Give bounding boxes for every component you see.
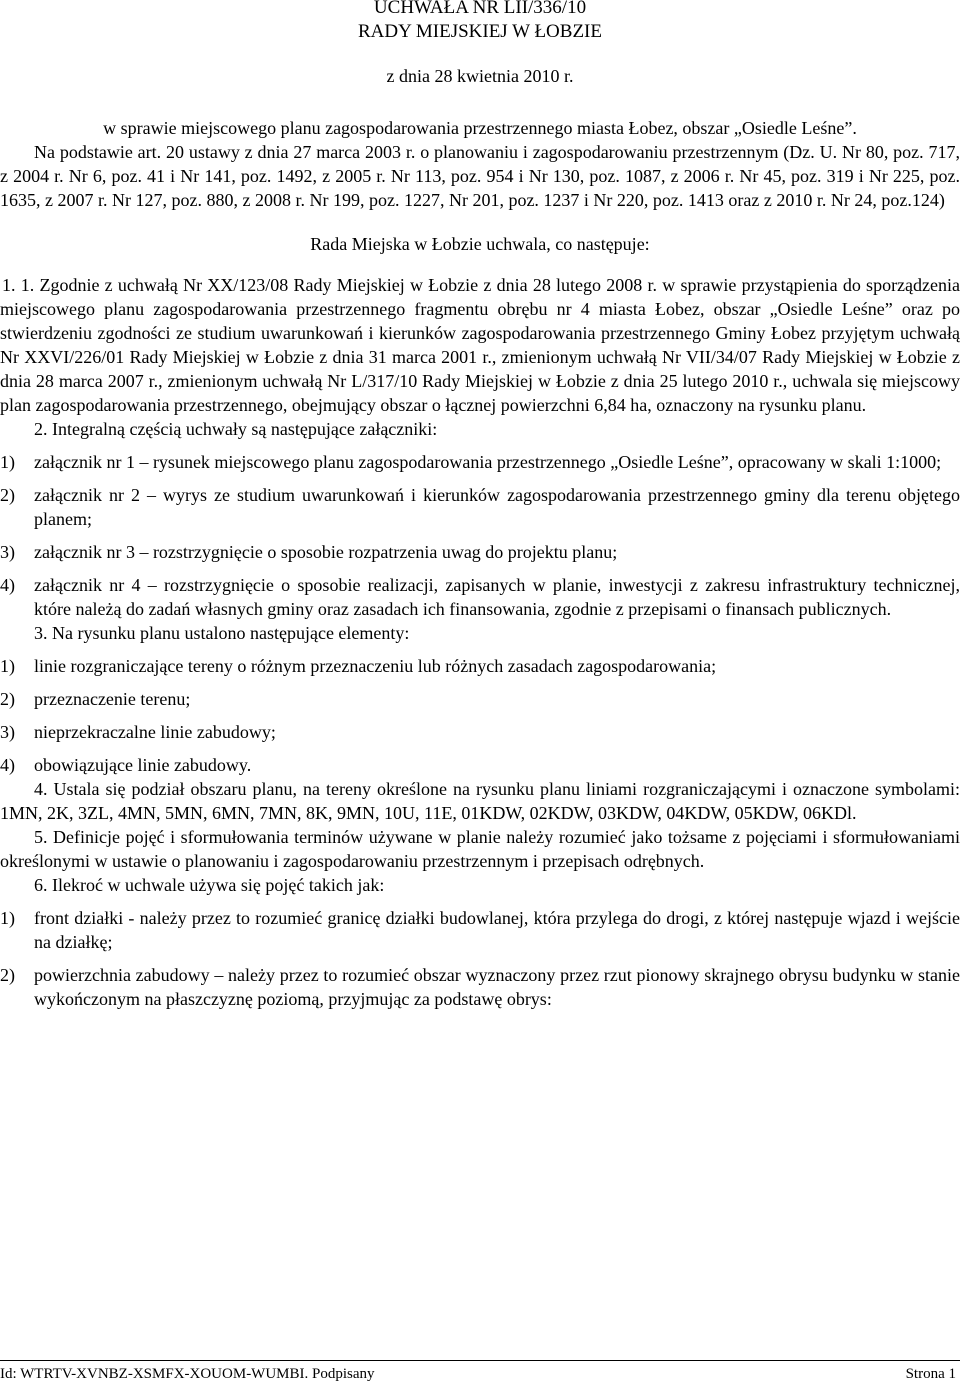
paragraph-1-label: 1. bbox=[2, 275, 16, 295]
document-id: Id: WTRTV-XVNBZ-XSMFX-XOUOM-WUMBI. Podpisany bbox=[0, 1366, 375, 1382]
paragraph-2: 2. Integralną częścią uchwały są następujące załączniki: bbox=[34, 419, 438, 439]
paragraph-6: 6. Ilekroć w uchwale używa się pojęć takich jak: bbox=[34, 875, 385, 895]
paragraph-5: 5. Definicje pojęć i sformułowania terminów używane w planie należy rozumieć jako tożsame z pojęciami i sformułowaniami określonymi w ustawie o planowaniu i zagospodarowaniu przestrzennym i przepisach odrębnych. bbox=[0, 827, 960, 871]
resolution-title: UCHWAŁA NR LII/336/10 bbox=[373, 0, 587, 18]
plan-element-item-1: 1) linie rozgraniczające tereny o różnym przeznaczeniu lub różnych zasadach zagospodarowania; bbox=[0, 656, 717, 676]
council-resolves-heading: Rada Miejska w Łobzie uchwala, co następuje: bbox=[310, 234, 650, 254]
attachment-item-4: 4) załącznik nr 4 – rozstrzygnięcie o sposobie realizacji, zapisanych w planie, inwestycji z zakresu infrastruktury technicznej, które należą do zadań własnych gminy oraz zasadach ich finansowania, zgodnie z przepisami o finansach publicznych. bbox=[0, 575, 960, 619]
plan-element-item-4: 4) obowiązujące linie zabudowy. bbox=[0, 755, 252, 775]
council-name: RADY MIEJSKIEJ W ŁOBZIE bbox=[357, 21, 602, 42]
page-footer bbox=[0, 1360, 960, 1387]
attachments-list bbox=[0, 450, 960, 621]
page-number: Strona 1 bbox=[905, 1366, 956, 1382]
plan-element-item-2: 2) przeznaczenie terenu; bbox=[0, 689, 191, 709]
plan-elements-list bbox=[0, 654, 960, 777]
attachment-item-1: 1) załącznik nr 1 – rysunek miejscowego planu zagospodarowania przestrzennego „Osiedle Leśne”, opracowany w skali 1:1000; bbox=[0, 452, 942, 472]
attachment-item-2: 2) załącznik nr 2 – wyrys ze studium uwarunkowań i kierunków zagospodarowania przestrzennego gminy dla terenu objętego planem; bbox=[0, 485, 960, 529]
paragraph-3: 3. Na rysunku planu ustalono następujące elementy: bbox=[34, 623, 410, 643]
definitions-list bbox=[0, 906, 960, 1011]
definition-item-2: 2) powierzchnia zabudowy – należy przez to rozumieć obszar wyznaczony przez rzut pionowy skrajnego obrysu budynku w stanie wykończonym na płaszczyznę poziomą, przyjmując za podstawę obrys: bbox=[0, 965, 960, 1009]
attachment-item-3: 3) załącznik nr 3 – rozstrzygnięcie o sposobie rozpatrzenia uwag do projektu planu; bbox=[0, 542, 618, 562]
definition-item-1: 1) front działki - należy przez to rozumieć granicę działki budowlanej, która przylega do drogi, z której następuje wjazd i wejście na działkę; bbox=[0, 908, 960, 952]
plan-element-item-3: 3) nieprzekraczalne linie zabudowy; bbox=[0, 722, 276, 742]
legal-basis-preamble: Na podstawie art. 20 ustawy z dnia 27 marca 2003 r. o planowaniu i zagospodarowaniu przestrzennym (Dz. U. Nr 80, poz. 717, z 2004 r. Nr 6, poz. 41 i Nr 141, poz. 1492, z 2005 r. Nr 113, poz. 954 i Nr 130, poz. 1087, z 2006 r. Nr 45, poz. 319 i Nr 225, poz. 1635, z 2007 r. Nr 127, poz. 880, z 2008 r. Nr 199, poz. 1227, Nr 201, poz. 1237 i Nr 220, poz. 1413 oraz z 2010 r. Nr 24, poz.124) bbox=[0, 142, 960, 210]
paragraph-1 bbox=[0, 273, 960, 417]
resolution-subject: w sprawie miejscowego planu zagospodarowania przestrzennego miasta Łobez, obszar „Osiedle Leśne”. bbox=[103, 118, 857, 138]
paragraph-4: 4. Ustala się podział obszaru planu, na tereny określone na rysunku planu liniami rozgraniczającymi i oznaczone symbolami: 1MN, 2K, 3ZL, 4MN, 5MN, 6MN, 7MN, 8K, 9MN, 10U, 11E, 01KDW, 02KDW, 03KDW, 04KDW, 05KDW, 06KDl. bbox=[0, 779, 960, 823]
paragraph-1-text: 1. Zgodnie z uchwałą Nr XX/123/08 Rady Miejskiej w Łobzie z dnia 28 lutego 2008 r. w sprawie przystąpienia do sporządzenia miejscowego planu zagospodarowania przestrzennego fragmentu obrębu nr 4 miasta Łobez, obszar „Osiedle Leśne” oraz po stwierdzeniu zgodności ze studium uwarunkowań i kierunków zagospodarowania przestrzennego Gminy Łobez przyjętym uchwałą Nr XXVI/226/01 Rady Miejskiej w Łobzie z dnia 31 marca 2001 r., zmienionym uchwałą Nr VII/34/07 Rady Miejskiej w Łobzie z dnia 28 marca 2007 r., zmienionym uchwałą Nr L/317/10 Rady Miejskiej w Łobzie z dnia 25 lutego 2010 r., uchwala się miejscowy plan zagospodarowania przestrzennego, obejmujący obszar o łącznej powierzchni 6,84 ha, oznaczony na rysunku planu. bbox=[0, 275, 960, 415]
resolution-date: z dnia 28 kwietnia 2010 r. bbox=[386, 66, 574, 86]
